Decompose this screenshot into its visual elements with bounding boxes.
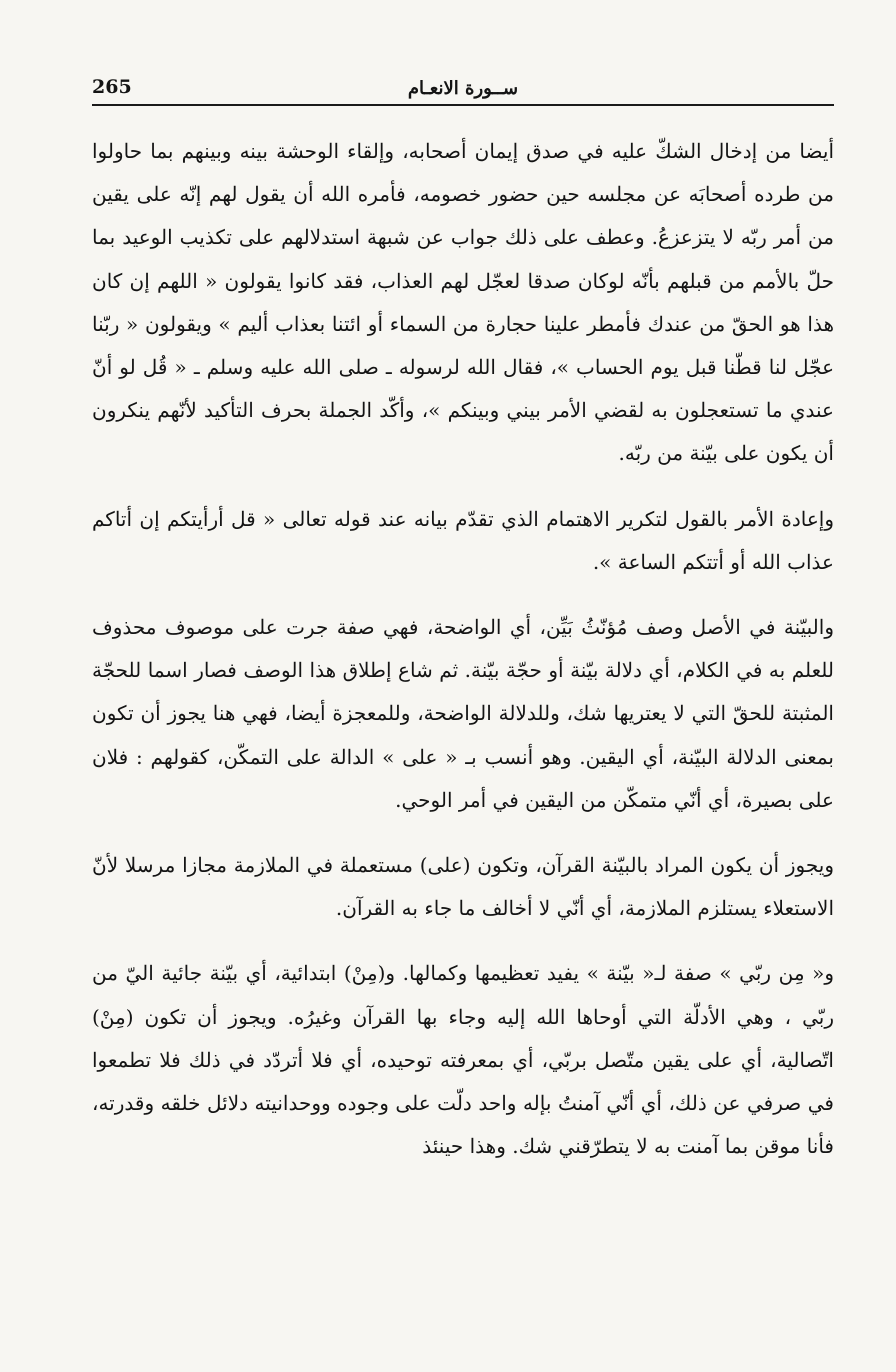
paragraph-1: أيضا من إدخال الشكّ عليه في صدق إيمان أصحابه، وإلقاء الوحشة بينه وبينهم بما حاولوا من طرده أصحابَه عن مجلسه حين حضور خصومه، فأمره الله أن يقول لهم إنّه على يقين من أمر ربّه لا يتزعزعُ. وعطف على ذلك جواب عن شبهة استدلالهم على تكذيب الوعيد بما حلّ بالأمم من قبلهم بأنّه لوكان صدقا لعجّل لهم العذاب، فقد كانوا يقولون « اللهم إن كان هذا هو الحقّ من عندك فأمطر علينا حجارة من السماء أو ائتنا بعذاب أليم » ويقولون « ربّنا عجّل لنا قطّنا قبل يوم الحساب »، فقال الله لرسوله ـ صلى الله عليه وسلم ـ « قُل لو أنّ عندي ما تستعجلون به لقضي الأمر بيني وبينكم »، وأكّد الجملة بحرف التأكيد لأنّهم ينكرون أن يكون على بيّنة من ربّه. bbox=[92, 139, 834, 466]
paragraph-3: والبيّنة في الأصل وصف مُؤنّثُ بَيِّن، أي الواضحة، فهي صفة جرت على موصوف محذوف للعلم به في الكلام، أي دلالة بيّنة أو حجّة بيّنة. ثم شاع إطلاق هذا الوصف فصار اسما للحجّة المثبتة للحقّ التي لا يعتريها شك، وللدلالة الواضحة، وللمعجزة أيضا، فهي هنا يجوز أن تكون بمعنى الدلالة البيّنة، أي اليقين. وهو أنسب بـ « على » الدالة على التمكّن، كقولهم : فلان على بصيرة، أي أنّي متمكّن من اليقين في أمر الوحي. bbox=[92, 615, 834, 812]
page-header bbox=[92, 74, 834, 106]
paragraph-2: وإعادة الأمر بالقول لتكرير الاهتمام الذي تقدّم بيانه عند قوله تعالى « قل أرأيتكم إن أتاكم عذاب الله أو أتتكم الساعة ». bbox=[92, 506, 834, 574]
running-title: ســورة الانعـام bbox=[407, 78, 519, 99]
body-text bbox=[92, 130, 834, 1168]
paragraph-4: ويجوز أن يكون المراد بالبيّنة القرآن، وتكون (على) مستعملة في الملازمة مجازا مرسلا لأنّ الاستعلاء يستلزم الملازمة، أي أنّي لا أخالف ما جاء به القرآن. bbox=[92, 853, 834, 921]
page-number: 265 bbox=[92, 76, 132, 98]
paragraph-5: و« مِن ربّي » صفة لـ« بيّنة » يفيد تعظيمها وكمالها. و(مِنْ) ابتدائية، أي بيّنة جائية اليّ من ربّي ، وهي الأدلّة التي أوحاها الله إليه وجاء بها القرآن وغيرُه. ويجوز أن تكون (مِنْ) اتّصالية، أي على يقين متّصل بربّي، أي بمعرفته توحيده، أي فلا أتردّد في ذلك فلا تطمعوا في صرفي عن ذلك، أي أنّي آمنتُ بإله واحد دلّت على وجوده ووحدانيته دلائل خلقه وقدرته، فأنا موقن بما آمنت به لا يتطرّقني شك. وهذا حينئذ bbox=[92, 961, 834, 1159]
